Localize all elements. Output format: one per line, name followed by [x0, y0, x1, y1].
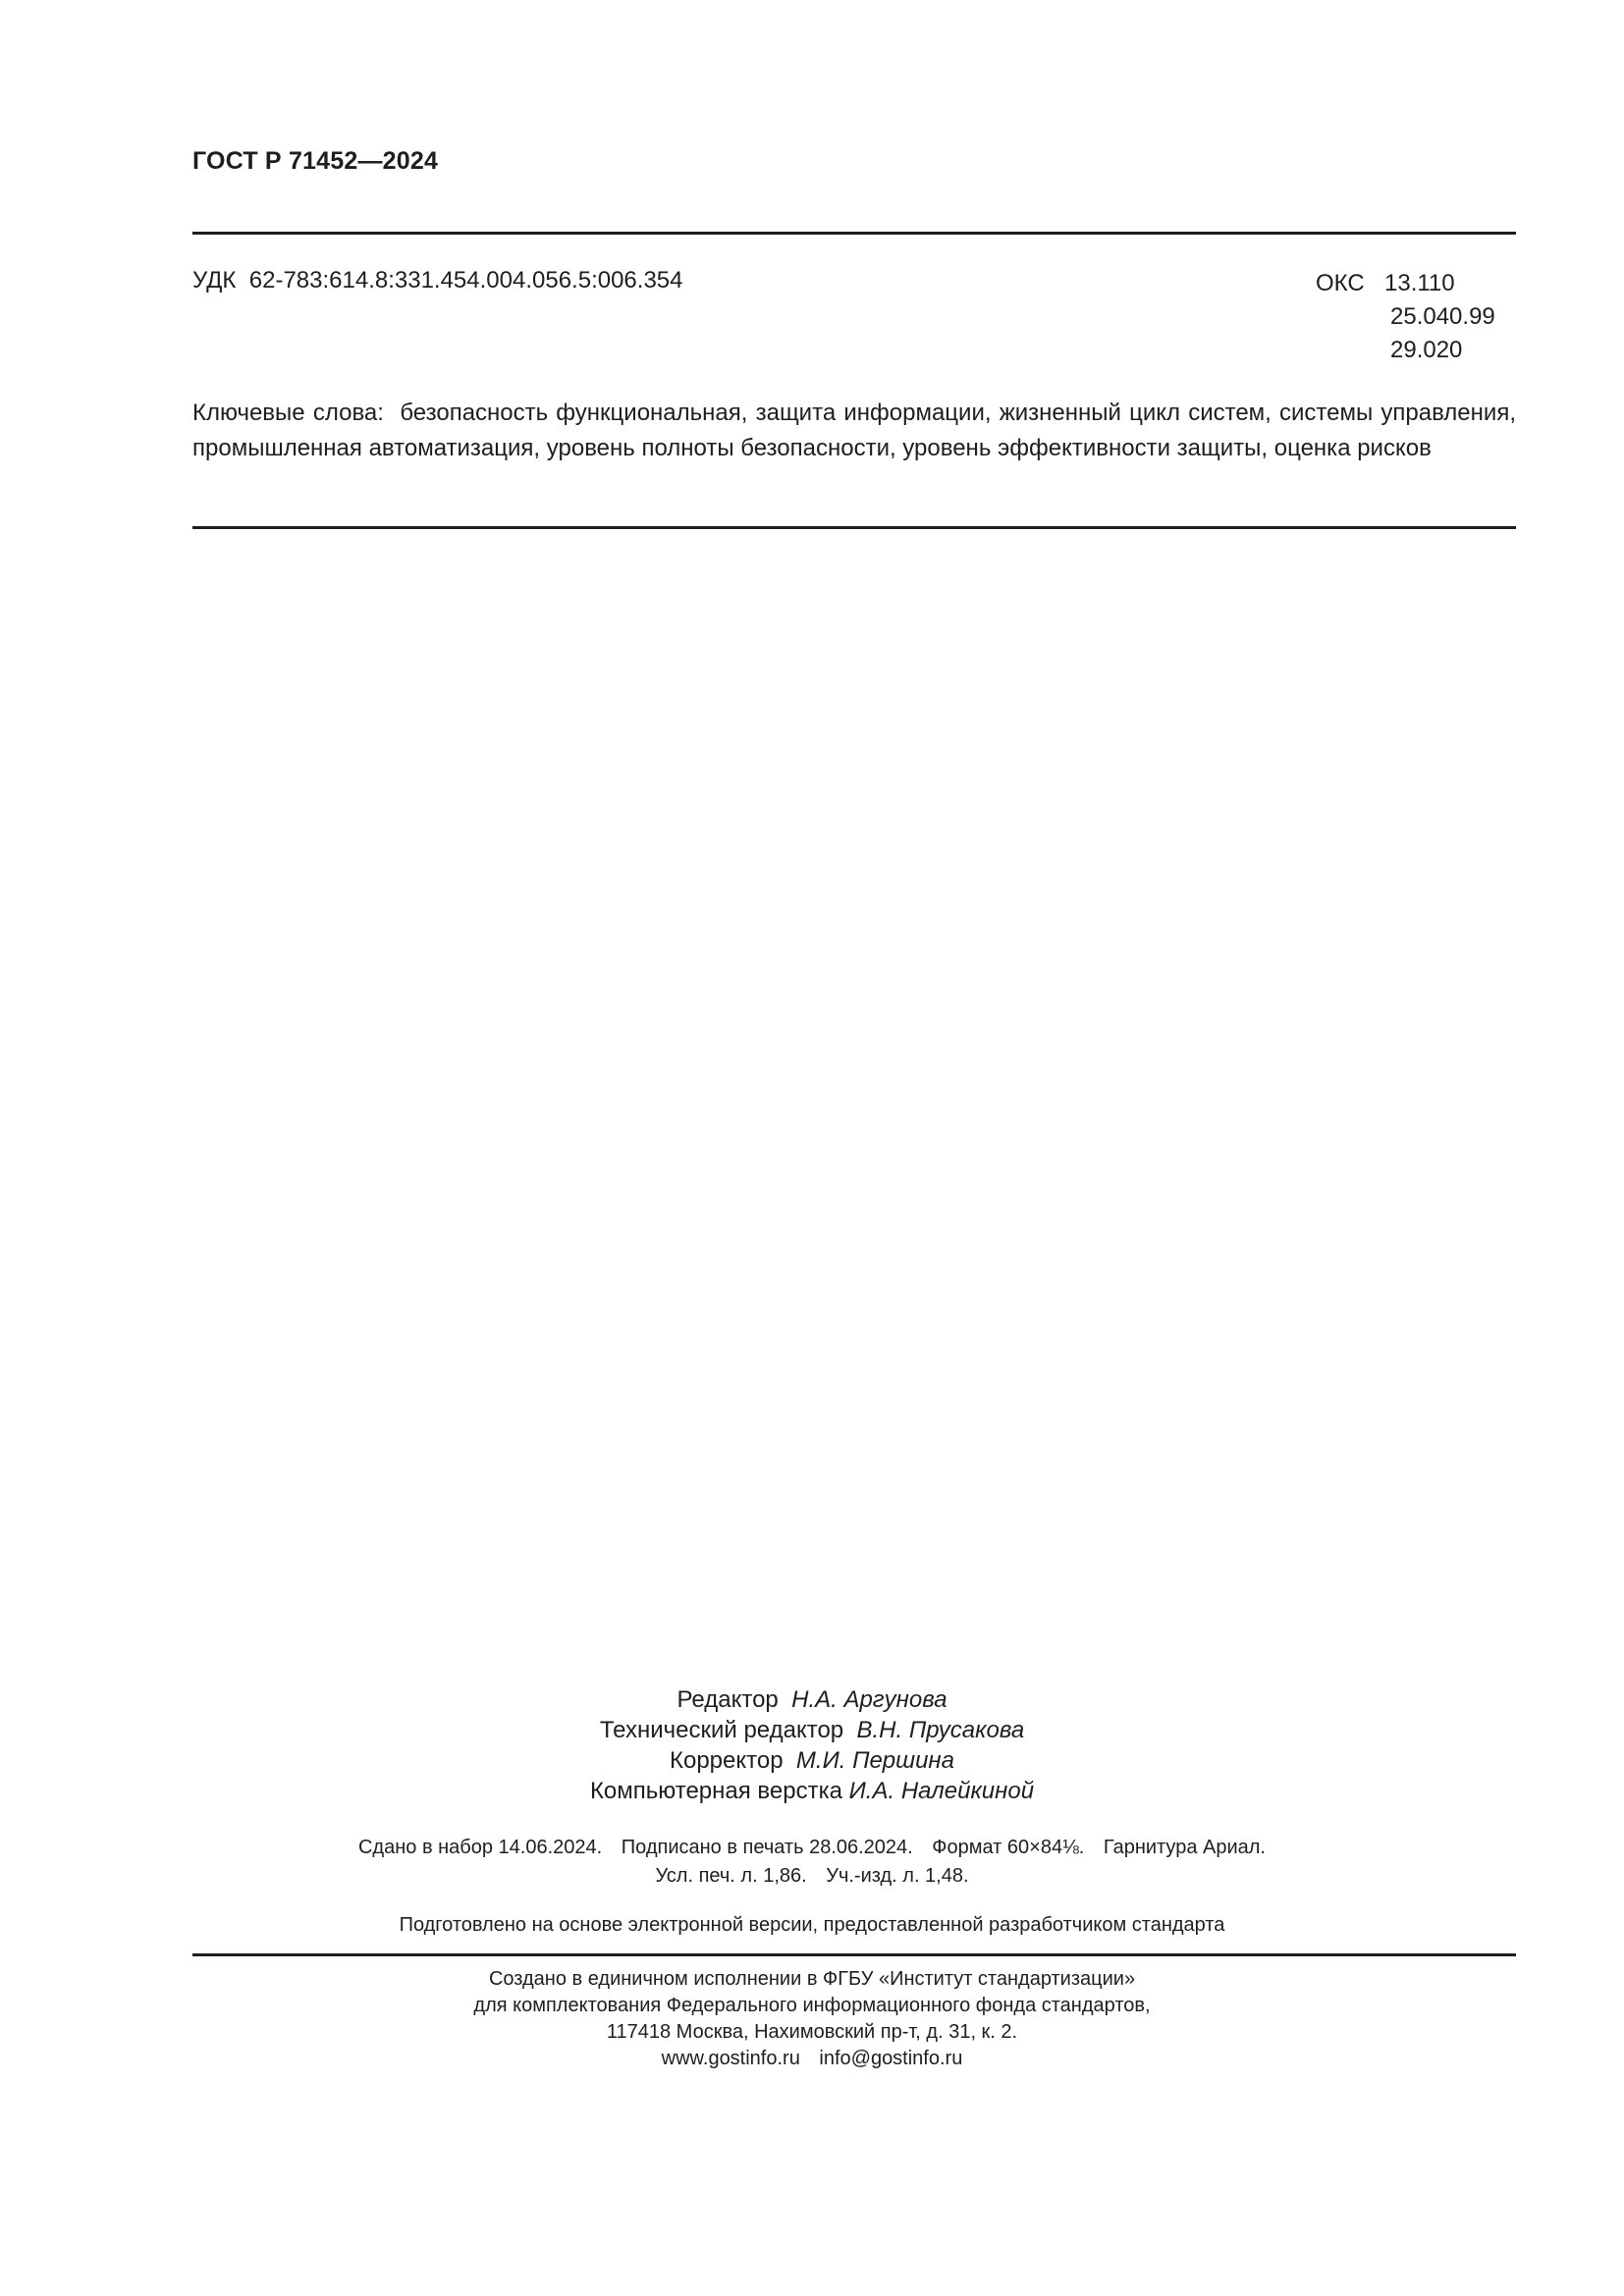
print-info-line-2: [0, 1862, 1624, 1891]
top-divider: [192, 232, 1516, 235]
keywords-text: безопасность функциональная, защита информации, жизненный цикл систем, системы управления, промышленная автоматизация, уровень полноты безопасности, уровень эффективности защиты, оценка рисков: [192, 400, 1516, 461]
credit-name: В.Н. Прусакова: [856, 1717, 1025, 1743]
credits-block: [0, 1684, 1624, 1806]
keywords-paragraph: [192, 396, 1516, 466]
print-info: [0, 1834, 1624, 1891]
udk-label: УДК: [192, 267, 237, 294]
signed-date: Подписано в печать 28.06.2024.: [621, 1837, 913, 1858]
submitted-date: Сдано в набор 14.06.2024.: [357, 1837, 603, 1858]
credit-role: Редактор: [677, 1686, 779, 1713]
oks-label: ОКС: [1316, 270, 1365, 296]
credit-layout: [0, 1776, 1624, 1806]
prepared-note: Подготовлено на основе электронной версии, предоставленной разработчиком стандарта: [399, 1914, 1225, 1936]
publisher-sheets: Уч.-изд. л. 1,48.: [826, 1865, 969, 1887]
publisher-contacts: [0, 2046, 1624, 2072]
credit-proofreader: [0, 1745, 1624, 1776]
oks-code: 25.040.99: [1390, 303, 1495, 330]
publisher-address: 117418 Москва, Нахимовский пр-т, д. 31, к. 2.: [606, 2021, 1018, 2043]
email-link[interactable]: info@gostinfo.ru: [819, 2048, 963, 2069]
credit-role: Технический редактор: [599, 1717, 844, 1743]
credit-name: И.А. Налейкиной: [848, 1778, 1035, 1804]
credit-role: Корректор: [670, 1747, 784, 1774]
keywords-label: Ключевые слова:: [192, 400, 384, 426]
publisher-line-1: Создано в единичном исполнении в ФГБУ «Институт стандартизации»: [488, 1968, 1136, 1990]
website-link[interactable]: www.gostinfo.ru: [661, 2048, 800, 2069]
udk-value: 62-783:614.8:331.454.004.056.5:006.354: [248, 267, 683, 294]
credit-editor: [0, 1684, 1624, 1715]
keywords-divider: [192, 526, 1516, 529]
credit-tech-editor: [0, 1715, 1624, 1745]
typeface: Гарнитура Ариал.: [1103, 1837, 1266, 1858]
print-info-line-1: [0, 1834, 1624, 1862]
publisher-block: [0, 1966, 1624, 2072]
oks-codes: [1316, 267, 1495, 367]
credit-name: М.И. Першина: [795, 1747, 954, 1774]
print-sheets: Усл. печ. л. 1,86.: [655, 1865, 807, 1887]
bottom-divider: [192, 1953, 1516, 1956]
credit-name: Н.А. Аргунова: [791, 1686, 947, 1713]
credit-role: Компьютерная верстка: [589, 1778, 842, 1804]
udk-code: [192, 267, 683, 294]
paper-format: Формат 60×84⅛.: [932, 1837, 1085, 1858]
publisher-line-2: для комплектования Федерального информационного фонда стандартов,: [473, 1995, 1151, 2016]
oks-code: 13.110: [1384, 270, 1455, 296]
document-title: ГОСТ Р 71452—2024: [192, 147, 439, 175]
oks-code: 29.020: [1390, 337, 1463, 363]
